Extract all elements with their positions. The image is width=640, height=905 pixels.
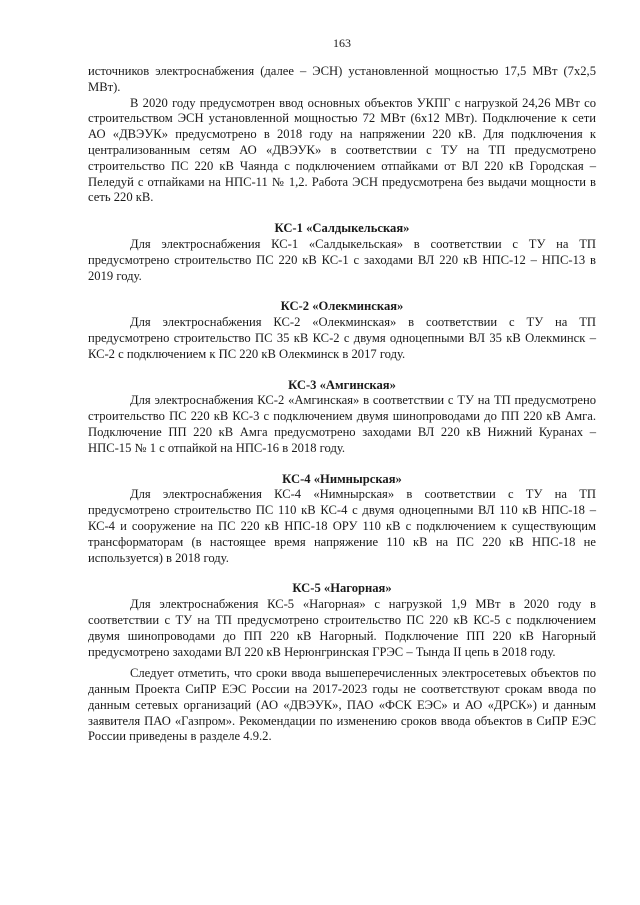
- page-number: 163: [333, 36, 351, 50]
- section-body-ks4: Для электроснабжения КС-4 «Нимнырская» в соответствии с ТУ на ТП предусмотрено строительство ПС 110 кВ КС-4 с двумя одноцепными ВЛ 110 кВ НПС-18 – КС-4 и сооружение на ПС 220 кВ НПС-18 ОРУ 110 кВ с подключением к существующим трансформаторам (в настоящее время напряжение 110 кВ на ПС 220 кВ НПС-18 не используется) в 2018 году.: [88, 487, 596, 565]
- section-body-ks3: Для электроснабжения КС-2 «Амгинская» в соответствии с ТУ на ТП предусмотрено строительство ПС 220 кВ КС-3 с подключением двумя шинопроводами до ПП 220 кВ Амга. Подключение ПП 220 кВ Амга предусмотрено заходами ВЛ 220 кВ Нижний Куранах – НПС-15 № 1 с отпайкой на НПС-16 в 2018 году.: [88, 393, 596, 455]
- section-title-ks2: КС-2 «Олекминская»: [280, 299, 404, 314]
- section-body-ks5: Для электроснабжения КС-5 «Нагорная» с нагрузкой 1,9 МВт в 2020 году в соответствии с ТУ на ТП предусмотрено строительство ПС 220 кВ КС-5 с подключением двумя шинопроводами до ПП 220 кВ Нагорный. Подключение ПП 220 кВ Нагорный предусмотрено заходами ВЛ 220 кВ Нерюнгринская ГРЭС – Тында II цепь в 2018 году.: [88, 597, 596, 659]
- intro-paragraph-1: источников электроснабжения (далее – ЭСН) установленной мощностью 17,5 МВт (7х2,5 МВт).: [88, 64, 596, 94]
- section-body-ks1: Для электроснабжения КС-1 «Салдыкельская» в соответствии с ТУ на ТП предусмотрено строительство ПС 220 кВ КС-1 с заходами ВЛ 220 кВ НПС-12 – НПС-13 в 2019 году.: [88, 236, 596, 283]
- closing-paragraph: Следует отметить, что сроки ввода вышеперечисленных электросетевых объектов по данным Проекта СиПР ЕЭС России на 2017-2023 годы не соответствуют срокам ввода по данным сетевых организаций (АО «ДВЭУК», ПАО «ФСК ЕЭС» и АО «ДРСК») и данным заявителя ПАО «Газпром». Рекомендации по изменению сроков ввода объектов в СиПР ЕЭС России приведены в разделе 4.9.2.: [88, 666, 596, 744]
- document-body: [88, 64, 596, 745]
- section-title-ks3: КС-3 «Амгинская»: [288, 377, 396, 392]
- section-body-ks2: Для электроснабжения КС-2 «Олекминская» в соответствии с ТУ на ТП предусмотрено строительство ПС 35 кВ КС-2 с двумя одноцепными ВЛ 35 кВ Олекминск – КС-2 с подключением к ПС 220 кВ Олекминск в 2017 году.: [88, 315, 596, 361]
- section-title-ks1: КС-1 «Салдыкельская»: [274, 221, 410, 236]
- intro-paragraph-2: В 2020 году предусмотрен ввод основных объектов УКПГ с нагрузкой 24,26 МВт со строительством ЭСН установленной мощностью 72 МВт (6х12 МВт). Подключение к сети АО «ДВЭУК» предусмотрено в 2018 году на напряжении 220 кВ. Для подключения к централизованным сетям АО «ДВЭУК» в соответствии с ТУ на ТП предусмотрено строительство ПС 220 кВ Чаянда с подключением отпайками от ВЛ 220 кВ Городская – Пеледуй с отпайками на НПС-11 № 1,2. Работа ЭСН предусмотрена без выдачи мощности в сеть 220 кВ.: [88, 95, 596, 205]
- section-title-ks5: КС-5 «Нагорная»: [292, 581, 392, 596]
- section-title-ks4: КС-4 «Нимнырская»: [282, 471, 402, 486]
